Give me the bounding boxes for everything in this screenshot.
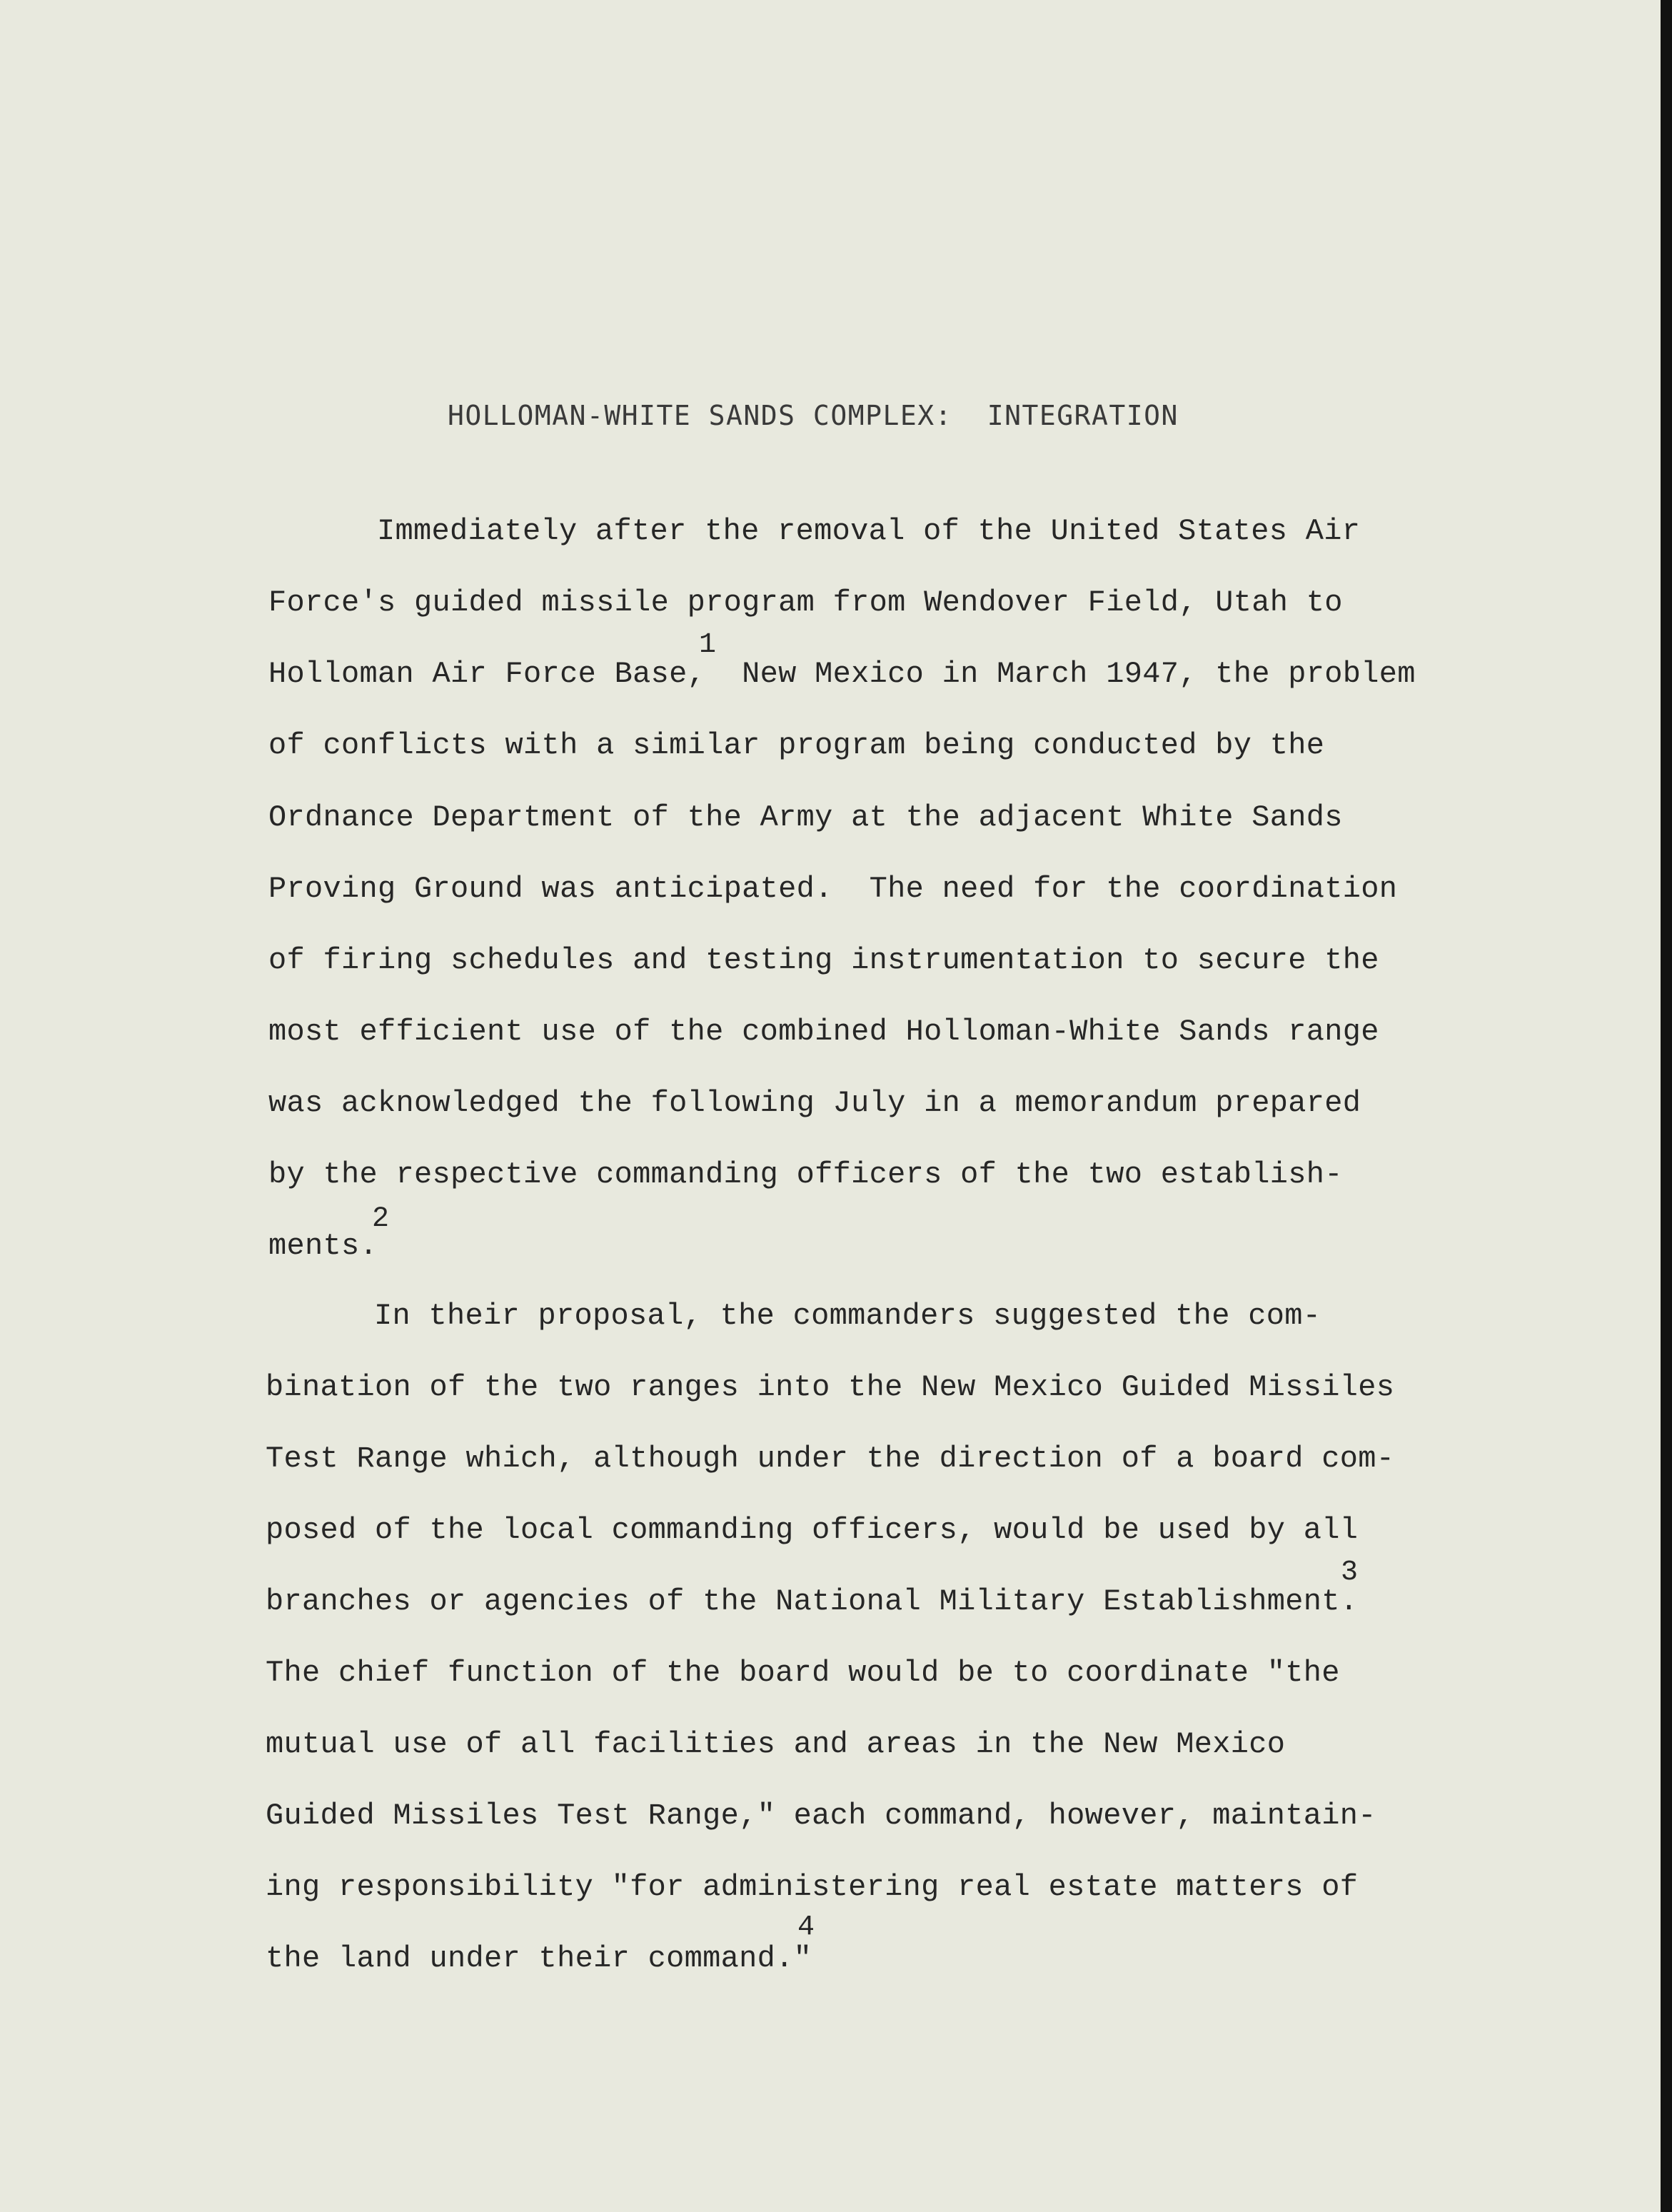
scan-border — [1661, 0, 1672, 2212]
paragraph-line: branches or agencies of the National Military Establishment. — [266, 1584, 1359, 1619]
paragraph-line: was acknowledged the following July in a memorandum prepared — [268, 1086, 1361, 1120]
footnote-marker-3: 3 — [1341, 1557, 1359, 1589]
paragraph-line: mutual use of all facilities and areas in the New Mexico — [266, 1727, 1286, 1761]
paragraph-line: most efficient use of the combined Holloman-White Sands range — [268, 1015, 1379, 1049]
footnote-marker-4: 4 — [797, 1911, 815, 1944]
paragraph-line: Force's guided missile program from Wendover Field, Utah to — [268, 585, 1343, 620]
paragraph-line: Guided Missiles Test Range," each command, however, maintain- — [266, 1799, 1376, 1833]
paragraph-line: posed of the local commanding officers, would be used by all — [266, 1513, 1359, 1547]
paragraph-line: The chief function of the board would be to coordinate "the — [266, 1656, 1340, 1690]
paragraph-line: ing responsibility "for administering real estate matters of — [266, 1870, 1359, 1904]
paragraph-line: the land under their command." — [266, 1941, 812, 1976]
paragraph-line: Ordnance Department of the Army at the adjacent White Sands — [268, 800, 1343, 835]
paragraph-line: ments. — [268, 1229, 378, 1263]
footnote-marker-1: 1 — [699, 629, 717, 661]
footnote-marker-2: 2 — [372, 1203, 390, 1235]
paragraph-line: bination of the two ranges into the New Mexico Guided Missiles — [266, 1370, 1395, 1404]
paragraph-line: of firing schedules and testing instrumentation to secure the — [268, 943, 1379, 977]
paragraph-line: Test Range which, although under the direction of a board com- — [266, 1442, 1395, 1476]
paragraph-line: Holloman Air Force Base, New Mexico in March 1947, the problem — [268, 657, 1416, 691]
paragraph-line: Immediately after the removal of the United States Air — [377, 514, 1361, 548]
document-title: HOLLOMAN-WHITE SANDS COMPLEX: INTEGRATION — [448, 400, 1179, 431]
paragraph-line: of conflicts with a similar program being conducted by the — [268, 728, 1325, 763]
paragraph-line: by the respective commanding officers of the two establish- — [268, 1157, 1343, 1192]
paragraph-line: In their proposal, the commanders suggested the com- — [374, 1299, 1321, 1333]
paragraph-line: Proving Ground was anticipated. The need for the coordination — [268, 872, 1398, 906]
